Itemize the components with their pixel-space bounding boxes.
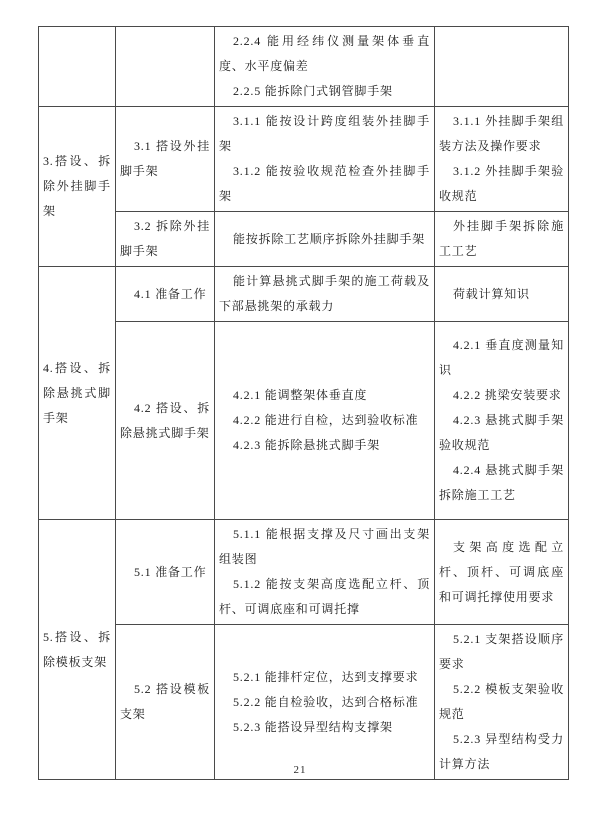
text-line: 4.2.1 能调整架体垂直度 xyxy=(233,388,368,402)
text-line: 5.1.1 能根据支撑及尺寸画出支架组装图 xyxy=(219,527,430,566)
text-line: 3.1.2 外挂脚手架验收规范 xyxy=(439,164,564,203)
function-4-text: 4.搭设、拆除悬挑式脚手架 xyxy=(43,360,111,425)
cell-function-5 xyxy=(39,520,116,780)
text-line: 4.2.2 挑梁安装要求 xyxy=(453,388,562,402)
table-row-5-2 xyxy=(39,625,569,780)
text-line: 4.2.1 垂直度测量知识 xyxy=(439,338,564,377)
text-line: 4.2.3 能拆除悬挑式脚手架 xyxy=(233,438,381,452)
cell-skills-3-1 xyxy=(215,107,435,212)
cell-function-continuation xyxy=(39,27,116,107)
text-line: 5.2.3 能搭设异型结构支撑架 xyxy=(233,719,393,734)
work-3-1-text: 3.1 搭设外挂脚手架 xyxy=(120,139,210,178)
cell-knowledge-3-1 xyxy=(435,107,569,212)
cell-work-4-2 xyxy=(116,322,215,520)
work-4-2-text: 4.2 搭设、拆除悬挑式脚手架 xyxy=(120,400,210,440)
cell-knowledge-3-2 xyxy=(435,212,569,267)
cell-skills-3-2 xyxy=(215,212,435,267)
text-line: 3.1.2 能按验收规范检查外挂脚手架 xyxy=(219,164,430,203)
text-line: 2.2.5 能拆除门式钢管脚手架 xyxy=(233,84,393,98)
cell-work-continuation xyxy=(116,27,215,107)
text-line: 能计算悬挑式脚手架的施工荷载及下部悬挑架的承载力 xyxy=(219,274,430,313)
cell-knowledge-4-1 xyxy=(435,267,569,322)
text-line: 2.2.4 能用经纬仪测量架体垂直度、水平度偏差 xyxy=(219,34,430,73)
text-line: 荷载计算知识 xyxy=(453,286,530,301)
work-3-2-text: 3.2 拆除外挂脚手架 xyxy=(120,219,210,258)
text-line: 5.2.3 异型结构受力计算方法 xyxy=(439,732,564,771)
cell-function-4 xyxy=(39,267,116,520)
text-line: 4.2.2 能进行自检，达到验收标准 xyxy=(233,413,419,427)
work-5-1-text: 5.1 准备工作 xyxy=(134,564,207,579)
cell-work-5-2 xyxy=(116,625,215,780)
text-line: 5.2.2 模板支架验收规范 xyxy=(439,682,564,721)
cell-work-3-2 xyxy=(116,212,215,267)
text-line: 5.2.1 能排杆定位，达到支撑要求 xyxy=(233,669,419,684)
skill-standard-table xyxy=(38,26,569,780)
page-number: 21 xyxy=(293,764,307,776)
cell-work-3-1 xyxy=(116,107,215,212)
table-row-3-1 xyxy=(39,107,569,212)
cell-knowledge-4-2 xyxy=(435,322,569,520)
text-line: 5.2.1 支架搭设顺序要求 xyxy=(439,632,564,671)
text-line: 外挂脚手架拆除施工工艺 xyxy=(439,219,564,258)
work-5-2-text: 5.2 搭设模板支架 xyxy=(120,682,210,721)
text-line: 5.1.2 能按支架高度选配立杆、顶杆、可调底座和可调托撑 xyxy=(219,577,430,616)
cell-work-4-1 xyxy=(116,267,215,322)
text-line: 3.1.1 外挂脚手架组装方法及操作要求 xyxy=(439,114,564,153)
cell-knowledge-5-1 xyxy=(435,520,569,625)
cell-function-3 xyxy=(39,107,116,267)
cell-skills-continuation xyxy=(215,27,435,107)
text-line: 5.2.2 能自检验收，达到合格标准 xyxy=(233,694,419,709)
cell-work-5-1 xyxy=(116,520,215,625)
text-line: 能按拆除工艺顺序拆除外挂脚手架 xyxy=(233,231,426,246)
work-4-1-text: 4.1 准备工作 xyxy=(134,286,207,301)
table-row-3-2 xyxy=(39,212,569,267)
table-row-continuation xyxy=(39,27,569,107)
text-line: 支架高度选配立杆、顶杆、可调底座和可调托撑使用要求 xyxy=(439,539,564,604)
cell-skills-5-2 xyxy=(215,625,435,780)
cell-skills-5-1 xyxy=(215,520,435,625)
text-line: 3.1.1 能按设计跨度组装外挂脚手架 xyxy=(219,114,430,153)
table-row-4-2 xyxy=(39,322,569,520)
cell-knowledge-5-2 xyxy=(435,625,569,780)
cell-knowledge-continuation xyxy=(435,27,569,107)
table-row-4-1 xyxy=(39,267,569,322)
function-5-text: 5.搭设、拆除模板支架 xyxy=(43,629,111,669)
text-line: 4.2.3 悬挑式脚手架验收规范 xyxy=(439,413,564,452)
text-line: 4.2.4 悬挑式脚手架拆除施工工艺 xyxy=(439,463,564,502)
table-row-5-1 xyxy=(39,520,569,625)
cell-skills-4-2 xyxy=(215,322,435,520)
cell-skills-4-1 xyxy=(215,267,435,322)
function-3-text: 3.搭设、拆除外挂脚手架 xyxy=(43,154,111,218)
